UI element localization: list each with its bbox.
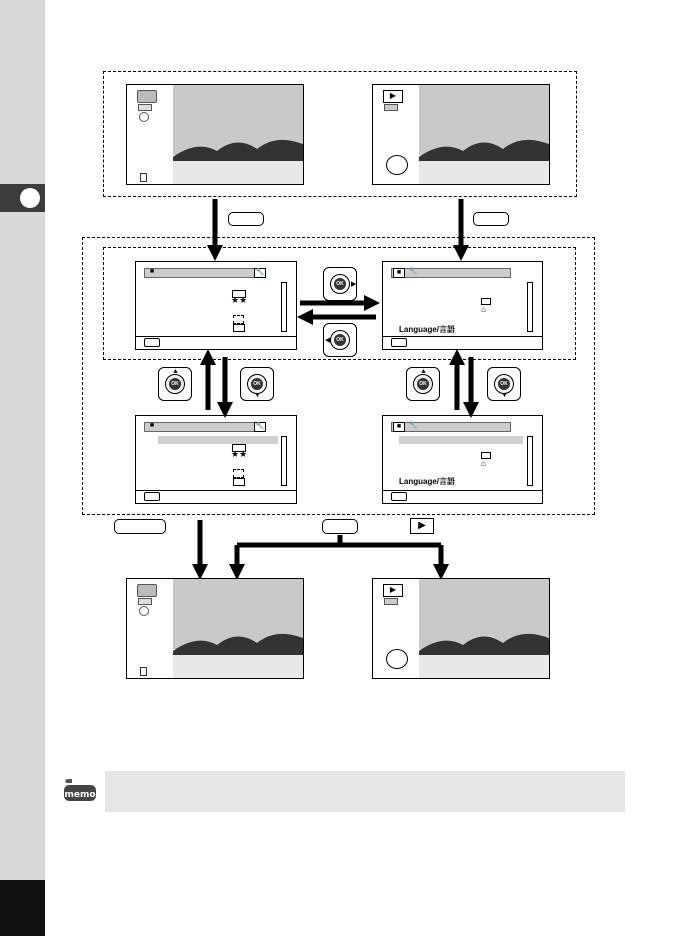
capture-mode-screen-bottom	[126, 578, 304, 679]
card-icon	[140, 667, 147, 676]
quality-stars-icon: ★★	[231, 449, 248, 459]
language-label: Language/言語	[399, 477, 456, 486]
play-icon: ▶	[410, 518, 434, 534]
play-icon: ▶	[383, 90, 403, 103]
play-icon: ▶	[383, 584, 403, 597]
wrench-icon: 🔧	[408, 422, 418, 429]
four-way-controller-icon	[386, 649, 408, 669]
memo-icon	[62, 777, 98, 805]
battery-icon	[384, 598, 398, 605]
camera-icon: ■	[149, 422, 155, 429]
memo-box	[105, 771, 625, 812]
ok-right-pad: OK ▶	[323, 267, 357, 301]
shutter-release-icon	[114, 519, 166, 534]
camera-icon: ■	[149, 268, 155, 275]
wrench-icon: 🔧	[408, 268, 418, 275]
menu-button-icon	[322, 519, 358, 534]
home-icon: ⌂	[481, 459, 486, 468]
wrench-icon: 🔧	[255, 269, 265, 276]
playback-mode-screen-bottom	[372, 578, 550, 679]
language-label: Language/言語	[399, 325, 456, 334]
ok-down-pad: OK ▼	[240, 367, 274, 401]
quality-stars-icon: ★★	[231, 295, 248, 305]
ok-up-pad: OK ▲	[158, 367, 192, 401]
flash-icon	[138, 598, 152, 605]
ok-up-pad: OK ▲	[406, 367, 440, 401]
focus-icon	[139, 606, 149, 616]
camera-icon: ■	[393, 268, 405, 278]
ok-down-pad: OK ▼	[487, 367, 521, 401]
svg-text:memo: memo	[64, 790, 96, 800]
wrench-icon: 🔧	[255, 423, 265, 430]
camera-icon: ■	[393, 422, 405, 432]
ok-left-pad: OK ◀	[323, 323, 357, 357]
mode-icon	[137, 584, 157, 597]
home-icon: ⌂	[481, 305, 486, 314]
